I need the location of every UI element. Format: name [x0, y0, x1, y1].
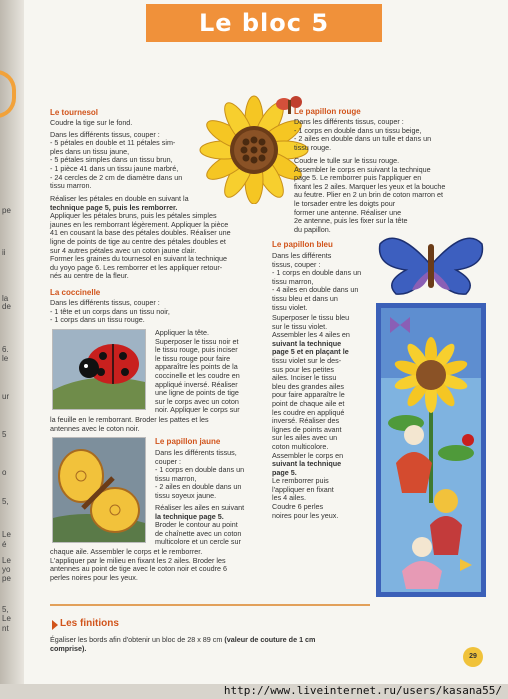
yellow-butterfly-image: [53, 438, 145, 542]
papillon-bleu-cutting-list: Dans les différents tissus, couper : - 1 corps en double dans un tissu marron, - 4 ailes en double dans un tissu bleu et dans un tissu violet.: [272, 251, 362, 312]
tournesol-heading: Le tournesol: [50, 108, 99, 117]
facing-page-edge: pe ii la de 6. le ur 5 o 5, Le é Le yo pe 5, Le nt: [0, 0, 24, 684]
coccinelle-cutting-list: Dans les différents tissus, couper : - 1 tête et un corps dans un tissu noir, - 1 corps dans un tissu rouge.: [50, 298, 170, 325]
triangle-bullet-icon: [52, 620, 58, 630]
sunflower-petals: [200, 96, 308, 204]
ladybug-photo: [52, 329, 146, 410]
papillon-jaune-technique: Réaliser les ailes en suivant la technique page 5. Broder le contour au point de chaînette avec un coton multicolore et un cercle sur: [155, 503, 245, 547]
papillon-bleu-technique: Superposer le tissu bleu sur le tissu violet. Assembler les 4 ailes en suivant la technique page 5 et en plaçant le tissu violet sur le des- sus pour les petites ailes. Inciser le tissu bleu des grandes ailes pour faire apparaître le point de chaque aile et les coudre en appliqué inversé. Réaliser des lignes de points avant sur les ailes avec un coton multicolore. Assembler le corps en suivant la technique page 5. Le remborrer puis l'appliquer en fixant les 4 ailes. Coudre 6 perles noires pour les yeux.: [272, 313, 350, 520]
source-url[interactable]: http://www.liveinternet.ru/users/kasana55/: [223, 684, 502, 697]
quilt-child-figure-yellow: [430, 489, 462, 555]
page-title: Le bloc 5: [146, 4, 382, 42]
quilt-block-illustration: [376, 303, 486, 597]
coccinelle-instructions: Appliquer la tête. Superposer le tissu noir et le tissu rouge, puis inciser le tissu rouge pour faire apparaître les points de la coccinelle et les coudre en appliqué inversé. Réaliser une ligne de points de tige sur le corps avec un coton noir. Appliquer le corps sur: [155, 328, 240, 415]
tournesol-instructions: Coudre la tige sur le fond. Dans les différents tissus, couper : - 5 pétales en double et 11 pétales sim- ples dans un tissu jaune, - 5 pétales simples dans un tissu brun, - 1 pièce 41 dans un tissu jaune marbré, - 24 cercles de 2 cm de diamètre dans un tissu marron.: [50, 118, 183, 191]
facing-page-decoration: [0, 70, 16, 118]
quilt-ladybug: [462, 434, 474, 446]
coccinelle-instructions-end: la feuille en le remborrant. Broder les pattes et les antennes avec le coton noir.: [50, 415, 209, 433]
section-divider: [50, 604, 370, 606]
magazine-page: [24, 0, 508, 684]
page-number: 29: [463, 647, 483, 667]
blue-butterfly-illustration: [376, 230, 486, 298]
papillon-rouge-cutting-list: Dans les différents tissus, couper : - 1 corps en double dans un tissu beige, - 2 ailes en double dans un tulle et dans un tissu rouge.: [294, 117, 432, 152]
finitions-heading: Les finitions: [60, 618, 119, 629]
ladybug-image: [53, 330, 145, 409]
papillon-bleu-heading: Le papillon bleu: [272, 240, 333, 249]
yellow-butterfly-photo: [52, 437, 146, 543]
finitions-text: Égaliser les bords afin d'obtenir un bloc de 28 x 89 cm (valeur de couture de 1 cm comprise).: [50, 635, 316, 653]
papillon-jaune-cutting-list: Dans les différents tissus, couper : - 1 corps en double dans un tissu marron, - 2 ailes en double dans un tissu soyeux jaune.: [155, 448, 245, 500]
tournesol-technique: Réaliser les pétales en double en suivant la technique page 5, puis les remborrer. Appliquer les pétales bruns, puis les pétales simples jaunes en les remborrant légèrement. Appliquer la pièce 41 en cousant la base des pétales doubles. Réaliser une ligne de points de tige au centre des pétales doubles et sur 4 autres pétales avec un coton jaune clair. Former les graines du tournesol en suivant la technique du yoyo page 6. Les remborrer et les appliquer retour- nés au centre de la fleur.: [50, 194, 231, 281]
papillon-rouge-technique: Coudre le tulle sur le tissu rouge. Assembler le corps en suivant la technique page 5. Le remborrer puis l'appliquer en fixant les 2 ailes. Marquer les yeux et la bouche au feutre. Plier en 2 un brin de coton marron et le torsader entre les doigts pour former une antenne. Réaliser une 2e antenne, puis les fixer sur la tête du papillon.: [294, 156, 446, 234]
coccinelle-heading: La coccinelle: [50, 288, 101, 297]
papillon-rouge-heading: Le papillon rouge: [294, 107, 361, 116]
papillon-jaune-instructions-end: chaque aile. Assembler le corps et le remborrer. L'appliquer par le milieu en fixant les 2 ailes. Broder les antennes au point de tige avec le coton noir et coudre 6 perles noires pour les yeux.: [50, 547, 228, 582]
papillon-jaune-heading: Le papillon jaune: [155, 437, 221, 446]
